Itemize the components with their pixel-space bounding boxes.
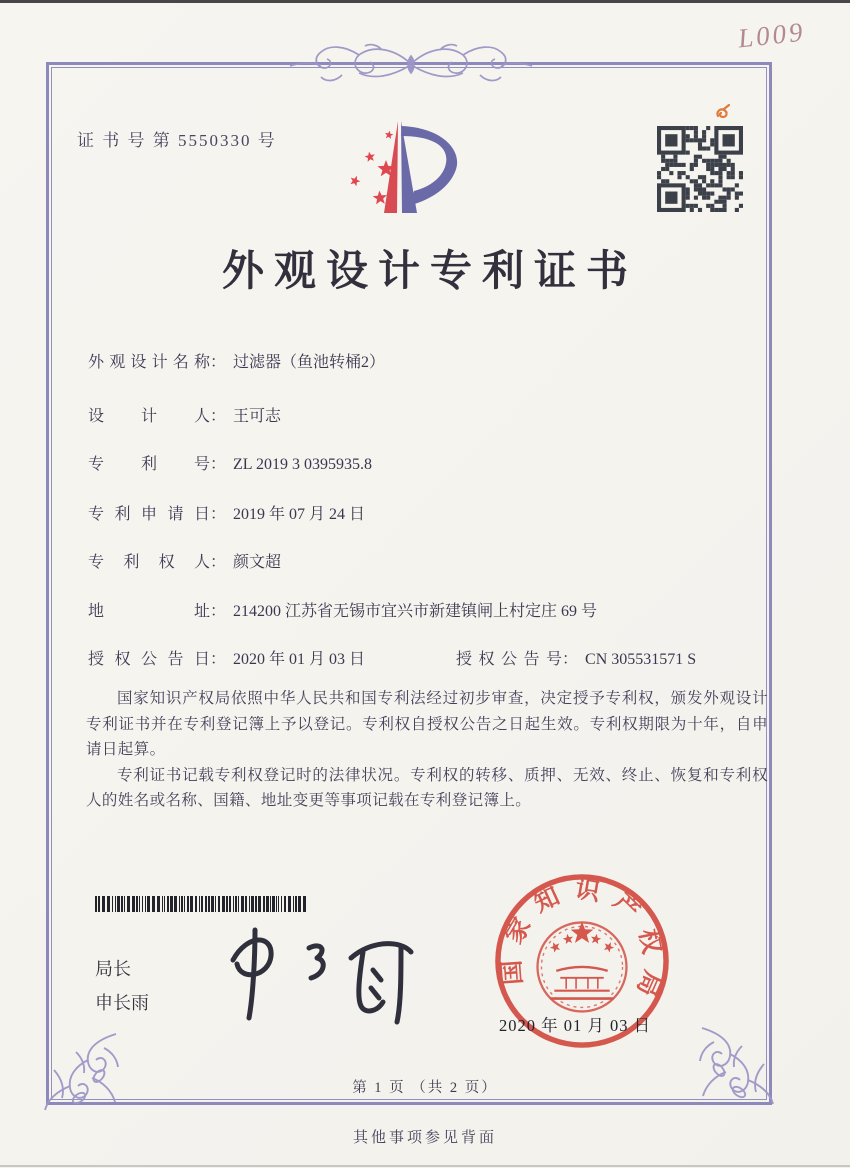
field-label: 授权公告日 — [88, 651, 210, 668]
field-row-patentee — [88, 549, 281, 572]
field-value: 过滤器（鱼池转桶2） — [233, 354, 386, 371]
field-value: 2020 年 01 月 03 日 — [233, 651, 366, 668]
field-label: 专利申请日 — [88, 506, 210, 523]
handwritten-mark: L009 — [736, 16, 807, 54]
seal-date: 2020 年 01 月 03 日 — [499, 1016, 652, 1035]
field-label: 地址 — [88, 603, 210, 620]
field-value: CN 305531571 S — [585, 651, 697, 668]
field-label: 专利权人 — [88, 554, 210, 571]
field-value: ZL 2019 3 0395935.8 — [233, 456, 372, 473]
field-row-designer — [88, 403, 281, 426]
field-colon: ： — [210, 603, 227, 620]
field-colon: ： — [210, 554, 227, 571]
field-colon: ： — [210, 354, 227, 371]
seal-text: 国家知识产权局 — [497, 875, 668, 1012]
fields-block — [88, 0, 778, 700]
legal-text-block — [86, 686, 768, 814]
body-paragraph-2: 专利证书记载专利权登记时的法律状况。专利权的转移、质押、无效、终止、恢复和专利权人的姓名或名称、国籍、地址变更等事项记载在专利登记簿上。 — [86, 766, 768, 809]
field-label: 外观设计名称 — [88, 354, 210, 371]
field-row-patent-no — [88, 451, 372, 474]
field-colon: ： — [210, 456, 227, 473]
field-label: 设计人 — [88, 408, 210, 425]
certificate-number: 证 书 号 第 5550330 号 — [77, 131, 277, 150]
barcode-icon — [95, 896, 311, 912]
field-row-grant-date — [88, 646, 697, 669]
field-value: 2019 年 07 月 24 日 — [233, 506, 366, 523]
bottom-right-floral-icon — [694, 1024, 794, 1112]
field-colon: ： — [562, 651, 579, 668]
field-row-design-name — [88, 349, 385, 372]
field-row-filing-date — [88, 501, 365, 524]
bottom-left-floral-icon — [24, 1030, 124, 1118]
field-grant-no — [456, 646, 696, 669]
scan-edge-bottom — [0, 1165, 850, 1167]
signature-autograph-icon — [205, 918, 435, 1033]
back-note: 其他事项参见背面 — [352, 1130, 497, 1146]
field-value: 王可志 — [233, 408, 282, 425]
field-colon: ： — [210, 651, 227, 668]
field-row-address — [88, 598, 597, 621]
field-colon: ： — [210, 506, 227, 523]
page-indicator: 第 1 页 （共 2 页） — [352, 1080, 498, 1096]
page-title: 外观设计专利证书 — [221, 249, 638, 295]
field-colon: ： — [210, 408, 227, 425]
field-value: 颜文超 — [233, 554, 282, 571]
signer-block — [95, 952, 149, 1020]
field-label: 授权公告号 — [456, 651, 562, 668]
body-paragraph-1: 国家知识产权局依照中华人民共和国专利法经过初步审查，决定授予专利权，颁发外观设计专利证书并在专利登记簿上予以登记。专利权自授权公告之日起生效。专利权期限为十年，自申请日起算。 — [86, 690, 768, 758]
field-value: 214200 江苏省无锡市宜兴市新建镇闸上村定庄 69 号 — [233, 603, 598, 620]
signer-name: 申长雨 — [95, 993, 149, 1013]
signer-title: 局长 — [95, 959, 131, 979]
field-label: 专利号 — [88, 456, 210, 473]
